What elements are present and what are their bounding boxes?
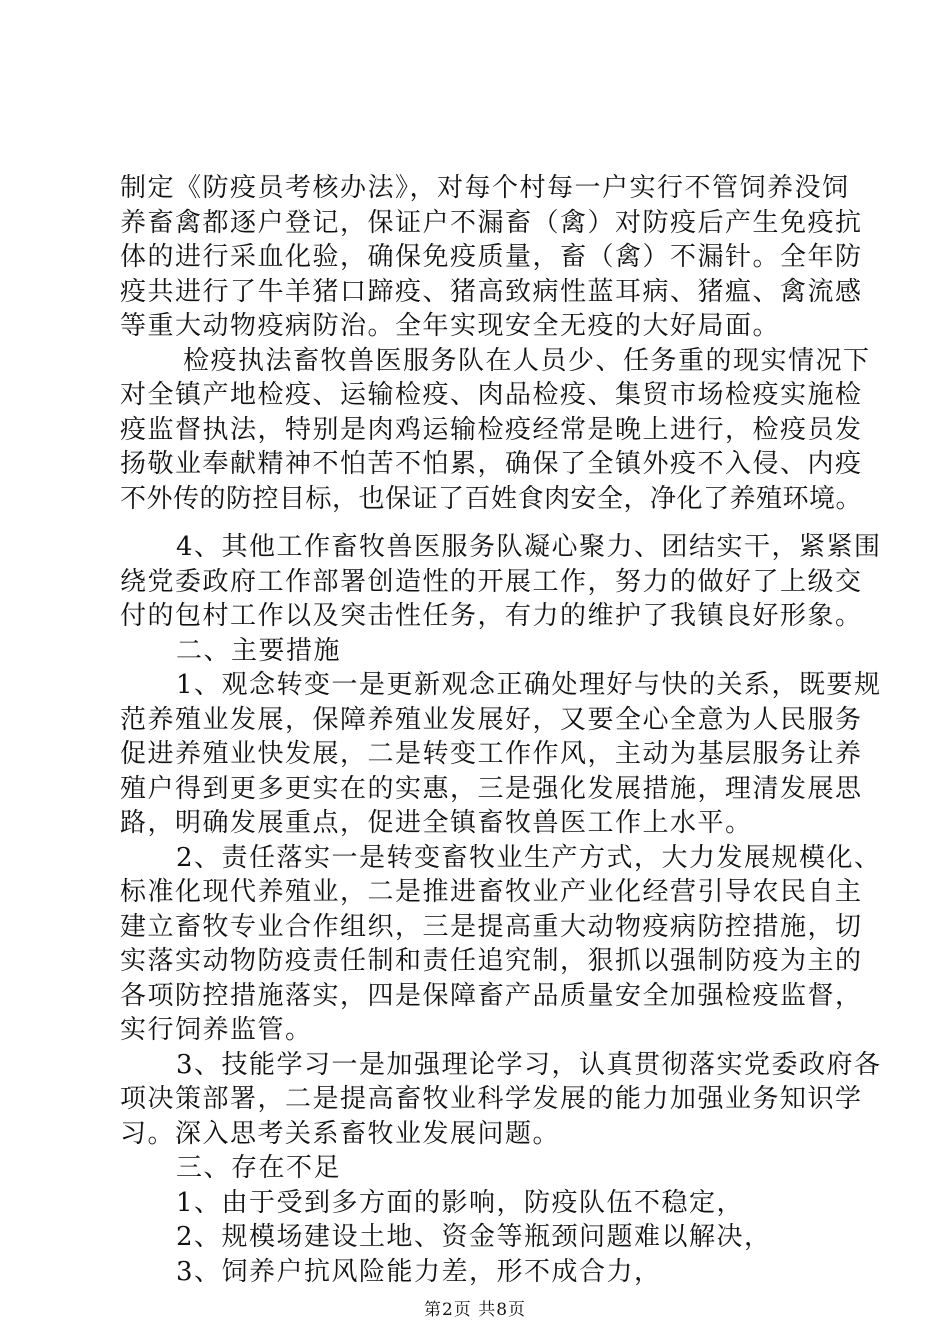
text-line-19: 路，明确发展重点，促进全镇畜牧兽医工作上水平。 xyxy=(120,808,753,838)
text-line-20: 2、责任落实一是转变畜牧业生产方式，大力发展规模化、 xyxy=(176,843,882,873)
text-line-1: 制定《防疫员考核办法》，对每个村每一户实行不管饲养没饲 xyxy=(120,173,850,203)
text-line-30: 1、由于受到多方面的影响，防疫队伍不稳定， xyxy=(176,1188,745,1218)
page-footer: 第2页 共8页 xyxy=(423,1300,527,1320)
text-line-21: 标准化现代养殖业，二是推进畜牧业产业化经营引导农民自主 xyxy=(120,877,863,907)
text-line-17: 促进养殖业快发展，二是转变工作作风，主动为基层服务让养 xyxy=(120,739,863,769)
text-line-22: 建立畜牧专业合作组织，三是提高重大动物疫病防控措施，切 xyxy=(120,912,863,942)
text-line-6: 检疫执法畜牧兽医服务队在人员少、任务重的现实情况下 xyxy=(183,346,871,376)
text-line-5: 等重大动物疫病防治。全年实现安全无疫的大好局面。 xyxy=(120,311,781,341)
text-line-25: 实行饲养监管。 xyxy=(120,1015,313,1045)
text-line-23: 实落实动物防疫责任制和责任追究制，狠抓以强制防疫为主的 xyxy=(120,946,863,976)
text-line-11: 4、其他工作畜牧兽医服务队凝心聚力、团结实干，紧紧围 xyxy=(176,532,882,562)
text-line-4: 疫共进行了牛羊猪口蹄疫、猪高致病性蓝耳病、猪瘟、禽流感 xyxy=(120,277,863,307)
text-line-28: 习。深入思考关系畜牧业发展问题。 xyxy=(120,1119,561,1149)
text-line-27: 项决策部署，二是提高畜牧业科学发展的能力加强业务知识学 xyxy=(120,1084,863,1114)
text-line-3: 体的进行采血化验，确保免疫质量，畜（禽）不漏针。全年防 xyxy=(120,242,863,272)
text-line-10: 不外传的防控目标，也保证了百姓食肉安全，净化了养殖环境。 xyxy=(120,484,863,514)
section-heading-2: 二、主要措施 xyxy=(176,636,342,666)
text-line-9: 扬敬业奉献精神不怕苦不怕累，确保了全镇外疫不入侵、内疫 xyxy=(120,449,863,479)
text-line-15: 1、观念转变一是更新观念正确处理好与快的关系，既要规 xyxy=(176,670,882,700)
text-line-13: 付的包村工作以及突击性任务，有力的维护了我镇良好形象。 xyxy=(120,601,863,631)
text-line-16: 范养殖业发展，保障养殖业发展好，又要全心全意为人民服务 xyxy=(120,705,863,735)
text-line-18: 殖户得到更多更实在的实惠，三是强化发展措施，理清发展思 xyxy=(120,774,863,804)
text-line-31: 2、规模场建设土地、资金等瓶颈问题难以解决， xyxy=(176,1222,772,1252)
text-line-8: 疫监督执法，特别是肉鸡运输检疫经常是晚上进行，检疫员发 xyxy=(120,415,863,445)
text-line-32: 3、饲养户抗风险能力差，形不成合力， xyxy=(176,1257,662,1287)
text-line-12: 绕党委政府工作部署创造性的开展工作，努力的做好了上级交 xyxy=(120,567,863,597)
text-line-2: 养畜禽都逐户登记，保证户不漏畜（禽）对防疫后产生免疫抗 xyxy=(120,208,863,238)
section-heading-3: 三、存在不足 xyxy=(176,1153,342,1183)
text-line-7: 对全镇产地检疫、运输检疫、肉品检疫、集贸市场检疫实施检 xyxy=(120,380,863,410)
text-line-26: 3、技能学习一是加强理论学习，认真贯彻落实党委政府各 xyxy=(176,1050,882,1080)
text-line-24: 各项防控措施落实，四是保障畜产品质量安全加强检疫监督， xyxy=(120,981,863,1011)
